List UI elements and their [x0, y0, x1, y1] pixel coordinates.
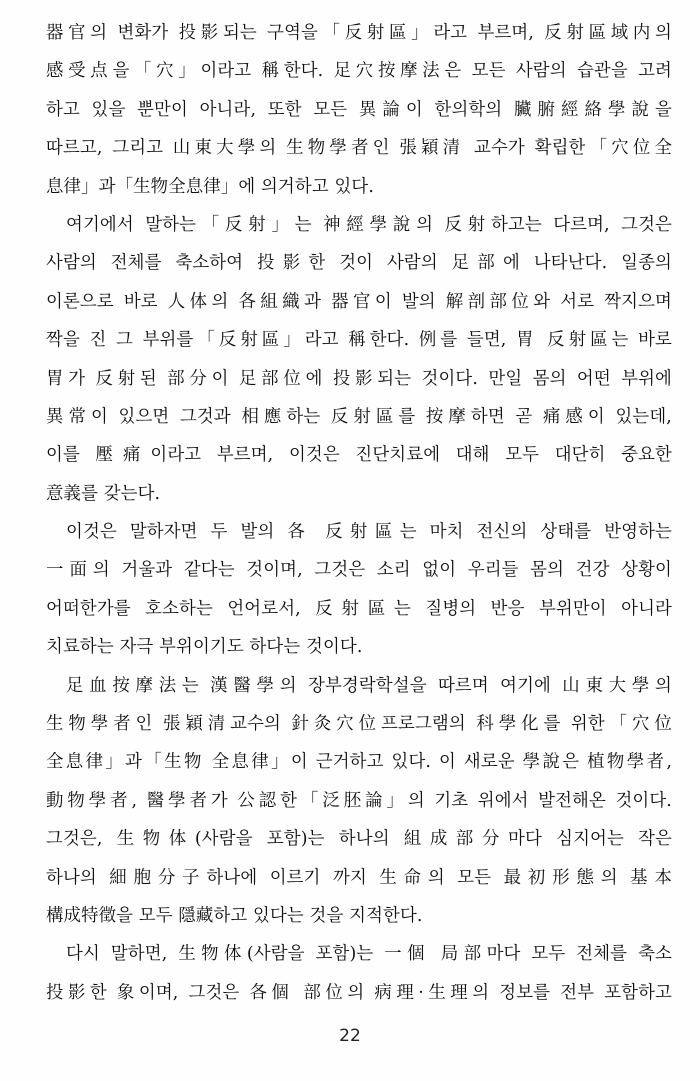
text-line: 一面의 거울과 같다는 것이며, 그것은 소리 없이 우리들 몸의 건강 상황이 — [46, 560, 672, 581]
text-line: 意義를 갖는다. — [46, 483, 161, 504]
text-line: 이것은 말하자면 두 발의 各 反射區는 마치 전신의 상태를 반영하는 — [66, 522, 672, 543]
text-line: 이론으로 바로 人体의 各組織과 器官이 발의 解剖部位와 서로 짝지으며 — [46, 291, 672, 312]
text-line: 器官의 변화가 投影되는 구역을「反射區」라고 부르며, 反射區域内의 — [46, 23, 672, 43]
text-line: 그것은, 生物体(사람을 포함)는 하나의 組成部分마다 심지어는 작은 — [46, 829, 672, 850]
text-line: 構成特徵을 모두 隱藏하고 있다는 것을 지적한다. — [46, 905, 423, 926]
text-line: 치료하는 자극 부위이기도 하다는 것이다. — [46, 637, 363, 658]
text-line: 짝을 진 그 부위를「反射區」라고 稱한다. 例를 들면, 胃 反射區는 바로 — [46, 330, 672, 351]
text-line: 하나의 細胞分子하나에 이르기 까지 生命의 모든 最初形態의 基本 — [46, 867, 672, 888]
text-line: 生物學者인 張穎清교수의 針灸穴位프로그램의 科學化를 위한「穴位 — [46, 714, 672, 735]
text-line: 足血按摩法는 漢醫學의 장부경락학설을 따르며 여기에 山東大學의 — [66, 675, 672, 696]
text-line: 息律」과「生物全息律」에 의거하고 있다. — [46, 176, 375, 197]
text-line: 어떠한가를 호소하는 언어로서, 反射區는 질병의 반응 부위만이 아니라 — [46, 598, 672, 619]
text-line: 이를 壓痛이라고 부르며, 이것은 진단치료에 대해 모두 대단히 중요한 — [46, 445, 672, 466]
text-line: 全息律」과「生物 全息律」이 근거하고 있다. 이 새로운 學說은 植物學者, — [46, 752, 672, 773]
text-line: 異常이 있으면 그것과 相應하는 反射區를 按摩하면 곧 痛感이 있는데, — [46, 406, 672, 427]
body-text — [46, 14, 672, 1012]
text-line: 感受点을「穴」이라고 稱한다. 足穴按摩法은 모든 사람의 습관을 고려 — [46, 61, 672, 82]
page-number: 22 — [339, 1026, 361, 1046]
text-line: 여기에서 말하는「反射」는 神經學說의 反射하고는 다르며, 그것은 — [66, 214, 672, 235]
text-line: 하고 있을 뿐만이 아니라, 또한 모든 異論이 한의학의 臟腑經絡學說을 — [46, 99, 672, 120]
text-line: 投影한 象이며, 그것은 各個 部位의 病理·生理의 정보를 전부 포함하고 — [46, 982, 672, 1003]
text-line: 胃가 反射된 部分이 足部位에 投影되는 것이다. 만일 몸의 어떤 부위에 — [46, 368, 672, 389]
text-line: 따르고, 그리고 山東大學의 生物學者인 張穎清 교수가 확립한「穴位全 — [46, 138, 672, 159]
text-line: 動物學者, 醫學者가 公認한「泛胚論」의 기초 위에서 발전해온 것이다. — [46, 790, 672, 811]
text-line: 다시 말하면, 生物体(사람을 포함)는 一個 局部마다 모두 전체를 축소 — [66, 944, 672, 965]
text-line: 사람의 전체를 축소하여 投影한 것이 사람의 足部에 나타난다. 일종의 — [46, 253, 672, 274]
